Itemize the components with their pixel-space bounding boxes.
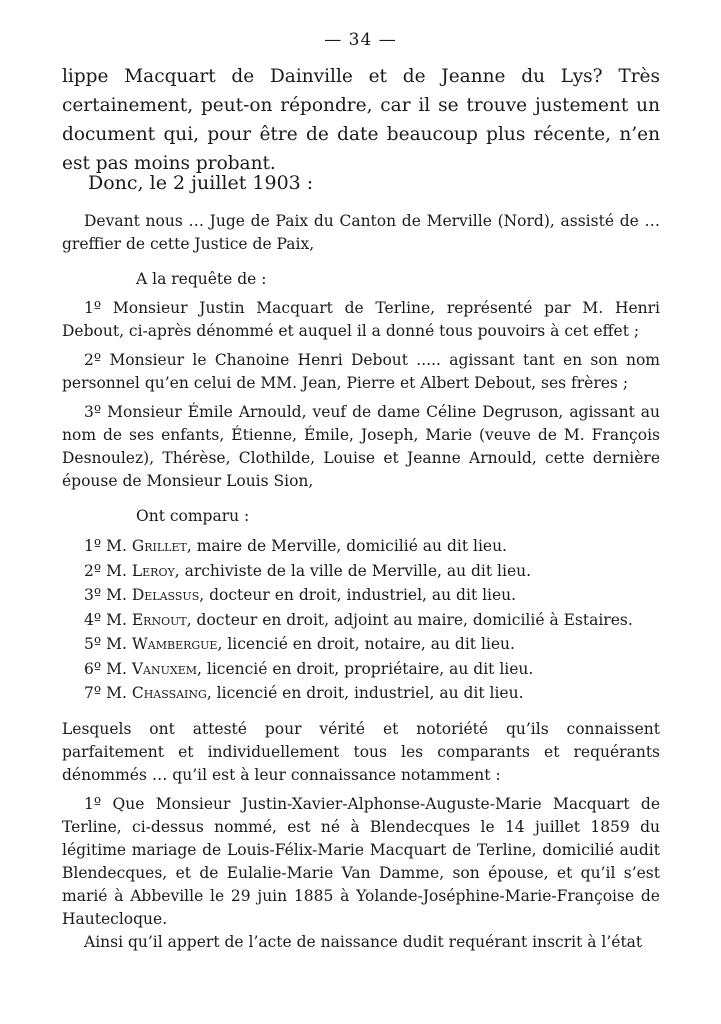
witness-description: , licencié en droit, notaire, au dit lieu. — [217, 635, 515, 653]
witness-item — [62, 534, 660, 559]
witness-title: M. — [106, 684, 127, 702]
witness-name: Leroy — [131, 561, 175, 580]
requerant-1: 1º Monsieur Justin Macquart de Terline, représenté par M. Henri Debout, ci-après dénommé et auquel il a donné tous pouvoirs à cet effet ; — [62, 299, 660, 340]
witness-item — [62, 608, 660, 633]
witness-name: Delassus — [131, 586, 200, 604]
witness-description: , licencié en droit, industriel, au dit lieu. — [206, 684, 524, 702]
intro-text: lippe Macquart de Dainville et de Jeanne du Lys? Très certainement, peut-on répondre, car il se trouve justement un document qui, pour être de date beaucoup plus récente, n’en est pas moins probant. — [62, 66, 660, 174]
requerant-2: 2º Monsieur le Chanoine Henri Debout ..... agissant tant en son nom personnel qu’en celui de MM. Jean, Pierre et Albert Debout, ses frères ; — [62, 351, 660, 392]
closing-line: Ainsi qu’il appert de l’acte de naissance dudit requérant inscrit à l’état — [84, 932, 643, 951]
witness-name: Vanuxem — [131, 659, 198, 678]
requete-heading: A la requête de : — [136, 270, 267, 288]
witness-item — [62, 632, 660, 657]
witness-description: , maire de Merville, domicilié au dit lieu. — [186, 537, 507, 555]
legal-act-quote — [62, 210, 660, 954]
witness-title: M. — [106, 610, 127, 629]
witness-number: 4º — [84, 610, 102, 629]
witness-number: 1º — [84, 537, 102, 555]
witness-number: 7º — [84, 684, 102, 702]
page-number: — 34 — — [324, 30, 397, 50]
witness-description: , licencié en droit, propriétaire, au dit lieu. — [197, 659, 534, 678]
witness-number: 3º — [84, 586, 102, 604]
witness-description: , archiviste de la ville de Merville, au dit lieu. — [174, 561, 532, 580]
witness-number: 6º — [84, 659, 102, 678]
witness-description: , docteur en droit, industriel, au dit lieu. — [199, 586, 517, 604]
witness-title: M. — [106, 635, 127, 653]
date-line: Donc, le 2 juillet 1903 : — [88, 172, 314, 194]
witness-item — [62, 559, 660, 584]
witness-item — [62, 681, 660, 706]
witness-name: Grillet — [131, 537, 187, 555]
witness-item — [62, 657, 660, 682]
witness-title: M. — [106, 537, 127, 555]
intro-paragraph — [62, 62, 660, 178]
witness-name: Wambergue — [131, 635, 218, 653]
requerant-3: 3º Monsieur Émile Arnould, veuf de dame Céline Degruson, agissant au nom de ses enfants, Étienne, Émile, Joseph, Marie (veuve de M. François Desnoulez), Thérèse, Clothilde, Louise et Jeanne Arnould, cette dernière épouse de Monsieur Louis Sion, — [62, 403, 660, 490]
witness-number: 2º — [84, 561, 102, 580]
witness-item — [62, 583, 660, 608]
compare-heading: Ont comparu : — [136, 507, 250, 525]
witness-name: Ernout — [131, 610, 187, 629]
witness-title: M. — [106, 586, 127, 604]
act-preamble: Devant nous … Juge de Paix du Canton de Merville (Nord), assisté de … greffier de cette Justice de Paix, — [62, 212, 660, 253]
clause-1: 1º Que Monsieur Justin-Xavier-Alphonse-Auguste-Marie Macquart de Terline, ci-dessus nommé, est né à Blendecques le 14 juillet 1859 du légitime mariage de Louis-Félix-Marie Macquart de Terline, domicilié audit Blendecques, et de Eulalie-Marie Van Damme, son épouse, et qu’il s’est marié à Abbeville le 29 juin 1885 à Yolande-Joséphine-Marie-Françoise de Hautecloque. — [62, 794, 660, 928]
witness-title: M. — [106, 561, 127, 580]
witness-number: 5º — [84, 635, 102, 653]
witness-title: M. — [106, 659, 127, 678]
witness-description: , docteur en droit, adjoint au maire, domicilié à Estaires. — [186, 610, 633, 629]
attestation-paragraph: Lesquels ont attesté pour vérité et notoriété qu’ils connaissent parfaitement et individuellement tous les comparants et requérants dénommés … qu’il est à leur connaissance notamment : — [62, 719, 660, 784]
witness-name: Chassaing — [131, 684, 207, 702]
witness-list — [62, 534, 660, 706]
